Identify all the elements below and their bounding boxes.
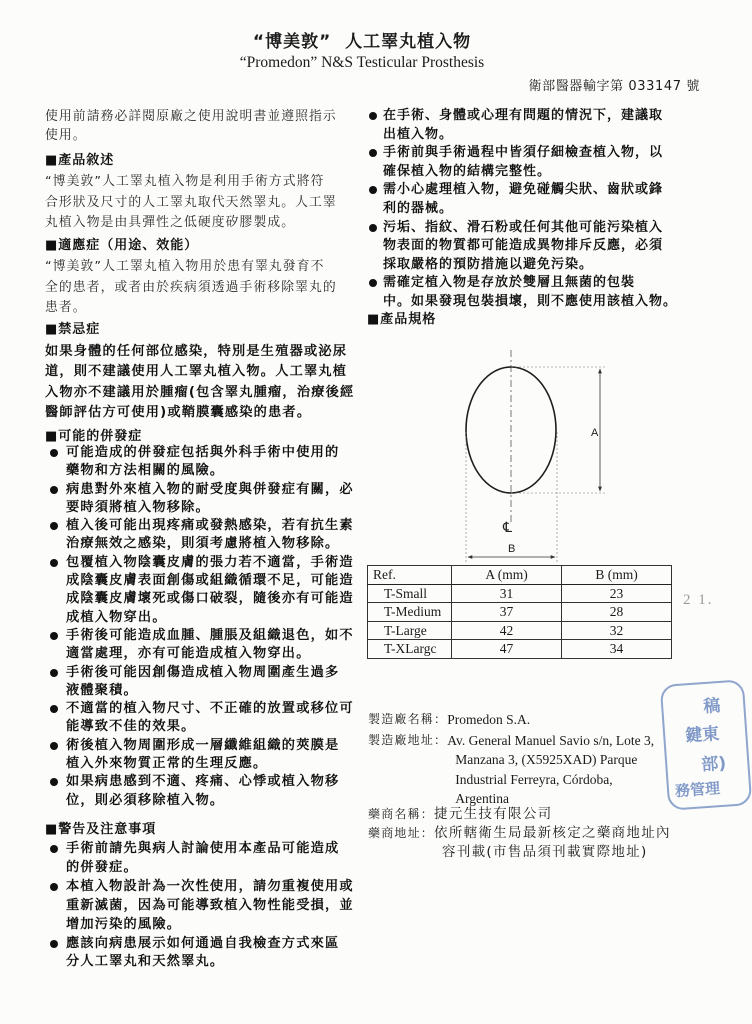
- column-header: B (mm): [562, 566, 672, 585]
- table-cell: T-Large: [368, 621, 452, 640]
- text-line: 成植入物穿出。: [66, 609, 167, 625]
- text-line: 依所轄衛生局最新核定之藥商地址內: [434, 825, 671, 841]
- table-cell: 32: [562, 621, 672, 640]
- table-header-row: [368, 566, 672, 585]
- list-item: [66, 878, 354, 935]
- section-heading-indications: ■適應症（用途、效能）: [45, 238, 199, 253]
- bullet-icon: [369, 186, 377, 194]
- list-item: [66, 737, 354, 774]
- text-line: 入物亦不建議用於腫瘤(包含睪丸腫瘤，治療後經: [45, 384, 355, 400]
- table-cell: 31: [452, 584, 562, 603]
- text-line: 需小心處理植入物，避免碰觸尖狀、齒狀或鋒: [383, 182, 664, 198]
- bullet-icon: [50, 742, 58, 750]
- bullet-icon: [369, 224, 377, 232]
- column-header: A (mm): [452, 566, 562, 585]
- dimension-label-a: A: [591, 427, 599, 439]
- text-line: Argentina: [455, 790, 509, 806]
- text-line: 物表面的物質都可能造成異物排斥反應，必須: [383, 238, 664, 254]
- text-line: 應該向病患展示如何通過自我檢查方式來區: [66, 935, 340, 951]
- text-line: 如果病患感到不適、疼痛、心悸或植入物移: [66, 774, 340, 790]
- bullet-icon: [50, 522, 58, 530]
- text-line: 需確定植入物是存放於雙層且無菌的包裝: [383, 275, 636, 291]
- table-cell: T-Small: [368, 584, 452, 603]
- list-item: [66, 840, 354, 878]
- column-header: Ref.: [368, 566, 452, 585]
- bullet-icon: [50, 705, 58, 713]
- text-line: 重新滅菌，因為可能導致植入物性能受損，並: [66, 897, 354, 913]
- list-item: [66, 773, 354, 810]
- manufacturer-address: [447, 731, 654, 808]
- table-cell: 42: [452, 621, 562, 640]
- text-line: 確保植入物的結構完整性。: [383, 163, 552, 179]
- table-cell: 47: [452, 640, 562, 659]
- manufacturer-name: Promedon S.A.: [447, 712, 531, 727]
- stamp-text: 稿: [702, 695, 722, 718]
- bullet-icon: [50, 669, 58, 677]
- text-line: 使用。: [45, 128, 87, 143]
- contraindications-paragraph: [45, 342, 354, 423]
- text-line: 包覆植入物陰囊皮膚的張力若不適當，手術造: [66, 554, 354, 570]
- list-item: [383, 219, 677, 275]
- text-line: Industrial Ferreyra, Córdoba,: [455, 771, 613, 787]
- text-line: 藥物和方法相關的風險。: [66, 463, 225, 479]
- section-heading-complications: ■可能的併發症: [45, 429, 143, 444]
- section-heading-specifications: ■產品規格: [367, 312, 437, 327]
- list-item: [383, 144, 677, 181]
- text-line: 手術後可能造成血腫、腫脹及組織退色，如不: [66, 627, 354, 643]
- distributor-address-label: 藥商地址：: [368, 826, 435, 840]
- manufacturer-name-label: 製造廠名稱：: [368, 712, 448, 726]
- table-cell: 37: [452, 603, 562, 622]
- bullet-icon: [50, 845, 58, 853]
- text-line: 手術前與手術過程中皆須仔細檢查植入物，以: [383, 145, 664, 161]
- stamp-text: 鍵東: [684, 724, 720, 747]
- text-line: 位，則必須移除植入物。: [66, 792, 225, 808]
- text-line: 使用前請務必詳閱原廠之使用說明書並遵照指示: [45, 109, 337, 124]
- text-line: 採取嚴格的預防措施以避免污染。: [383, 256, 594, 272]
- distributor-name: 捷元生技有限公司: [434, 806, 553, 822]
- table-cell: 23: [562, 584, 672, 603]
- list-item: [383, 274, 677, 311]
- margin-mark: 2 1.: [683, 592, 714, 608]
- distributor-address-row: [368, 824, 671, 862]
- section-heading-warnings: ■警告及注意事項: [45, 822, 157, 837]
- centerline-symbol: ℄: [503, 520, 512, 536]
- text-line: 患者。: [45, 300, 87, 315]
- text-line: 成陰囊皮膚壞死或傷口破裂，隨後亦有可能造: [66, 591, 354, 607]
- bullet-icon: [50, 940, 58, 948]
- bullet-icon: [50, 632, 58, 640]
- text-line: 丸植入物是由具彈性之低硬度矽膠製成。: [45, 215, 296, 230]
- text-line: 容刊載(市售品須刊載實際地址): [442, 843, 648, 860]
- table-cell: T-XLargc: [368, 640, 452, 659]
- complications-list: [66, 444, 354, 810]
- text-line: “博美敦”人工睪丸植入物用於患有睪丸發育不: [45, 259, 325, 274]
- list-item: [66, 517, 354, 554]
- text-line: 能導致不佳的效果。: [66, 719, 196, 735]
- manufacturer-address-row: [368, 731, 654, 808]
- stamp-text: 務管理: [674, 779, 721, 801]
- table-cell: 28: [562, 603, 672, 622]
- text-line: 液體聚積。: [66, 682, 138, 698]
- text-line: 如果身體的任何部位感染，特別是生殖器或泌尿: [45, 344, 348, 359]
- list-item: [66, 627, 354, 664]
- text-line: 適當處理，亦有可能造成植入物穿出。: [66, 646, 311, 662]
- list-item: [66, 664, 354, 701]
- warnings-list-continued: [383, 107, 677, 312]
- table-row: [368, 584, 672, 603]
- text-line: Av. General Manuel Savio s/n, Lote 3,: [447, 733, 655, 748]
- bullet-icon: [50, 449, 58, 457]
- text-line: 合形狀及尺寸的人工睪丸取代天然睪丸。人工睪: [45, 194, 337, 210]
- document-subtitle: “Promedon” N&S Testicular Prosthesis: [239, 54, 485, 71]
- description-paragraph: [45, 172, 337, 234]
- table-row: [368, 621, 672, 640]
- section-heading-contraindications: ■禁忌症: [45, 322, 101, 337]
- prosthesis-dimension-diagram: [430, 340, 620, 565]
- table-row: [368, 603, 672, 622]
- manufacturer-name-row: [368, 710, 530, 729]
- bullet-icon: [369, 279, 377, 287]
- text-line: 的併發症。: [66, 859, 138, 875]
- text-line: 中。如果發現包裝損壞，則不應使用該植入物。: [383, 293, 678, 309]
- text-line: Manzana 3, (X5925XAD) Parque: [455, 752, 638, 768]
- text-line: 分人工睪丸和天然睪丸。: [66, 954, 225, 970]
- text-line: 要時須將植入物移除。: [66, 499, 210, 515]
- text-line: 本植入物設計為一次性使用，請勿重複使用或: [66, 878, 354, 894]
- document-title: “博美敦” 人工睪丸植入物: [252, 32, 472, 52]
- spec-table: [367, 565, 672, 659]
- text-line: 全的患者，或者由於疾病須透過手術移除睪丸的: [45, 279, 337, 295]
- distributor-address: [434, 824, 671, 862]
- bullet-icon: [50, 559, 58, 567]
- list-item: [66, 935, 354, 973]
- list-item: [66, 481, 354, 518]
- distributor-name-row: [368, 805, 552, 824]
- text-line: 醫師評估方可使用)或鞘膜囊感染的患者。: [45, 404, 312, 420]
- bullet-icon: [50, 486, 58, 494]
- usage-notice: [45, 107, 337, 145]
- dimension-label-b: B: [508, 543, 516, 555]
- text-line: 可能造成的併發症包括與外科手術中使用的: [66, 445, 340, 460]
- list-item: [383, 107, 677, 144]
- text-line: 術後植入物周圍形成一層纖維組織的莢膜是: [66, 737, 340, 753]
- table-cell: T-Medium: [368, 603, 452, 622]
- official-seal-stamp: [660, 679, 752, 811]
- bullet-icon: [369, 149, 377, 157]
- bullet-icon: [369, 112, 377, 120]
- text-line: 病患對外來植入物的耐受度與併發症有關，必: [66, 481, 354, 497]
- text-line: 污垢、指紋、滑石粉或任何其他可能污染植入: [383, 219, 664, 235]
- text-line: 植入外來物質正常的生理反應。: [66, 756, 268, 772]
- permit-number: 衛部醫器輸字第 033147 號: [528, 79, 700, 94]
- list-item: [66, 444, 354, 481]
- section-heading-description: ■產品敘述: [45, 153, 115, 168]
- text-line: 治療無效之感染，則須考慮將植入物移除。: [66, 536, 340, 552]
- bullet-icon: [50, 778, 58, 786]
- manufacturer-address-label: 製造廠地址：: [368, 733, 448, 747]
- text-line: 增加污染的風險。: [66, 916, 182, 932]
- text-line: 在手術、身體或心理有問題的情況下，建議取: [383, 108, 664, 123]
- list-item: [66, 700, 354, 737]
- warnings-list: [66, 840, 354, 972]
- list-item: [66, 554, 354, 627]
- distributor-name-label: 藥商名稱：: [368, 807, 435, 821]
- text-line: 出植入物。: [383, 126, 454, 142]
- stamp-text: 部): [700, 753, 727, 776]
- bullet-icon: [50, 883, 58, 891]
- text-line: 道，則不建議使用人工睪丸植入物。人工睪丸植: [45, 364, 348, 380]
- text-line: “博美敦”人工睪丸植入物是利用手術方式將符: [45, 174, 325, 189]
- text-line: 利的器械。: [383, 200, 454, 216]
- table-cell: 34: [562, 640, 672, 659]
- text-line: 植入後可能出現疼痛或發熱感染，若有抗生素: [66, 518, 354, 534]
- text-line: 不適當的植入物尺寸、不正確的放置或移位可: [66, 701, 354, 717]
- text-line: 成陰囊皮膚表面創傷或組織循環不足，可能造: [66, 573, 354, 589]
- table-row: [368, 640, 672, 659]
- list-item: [383, 181, 677, 218]
- indications-paragraph: [45, 257, 337, 319]
- text-line: 手術後可能因創傷造成植入物周圍產生過多: [66, 664, 340, 680]
- text-line: 手術前請先與病人討論使用本產品可能造成: [66, 841, 340, 856]
